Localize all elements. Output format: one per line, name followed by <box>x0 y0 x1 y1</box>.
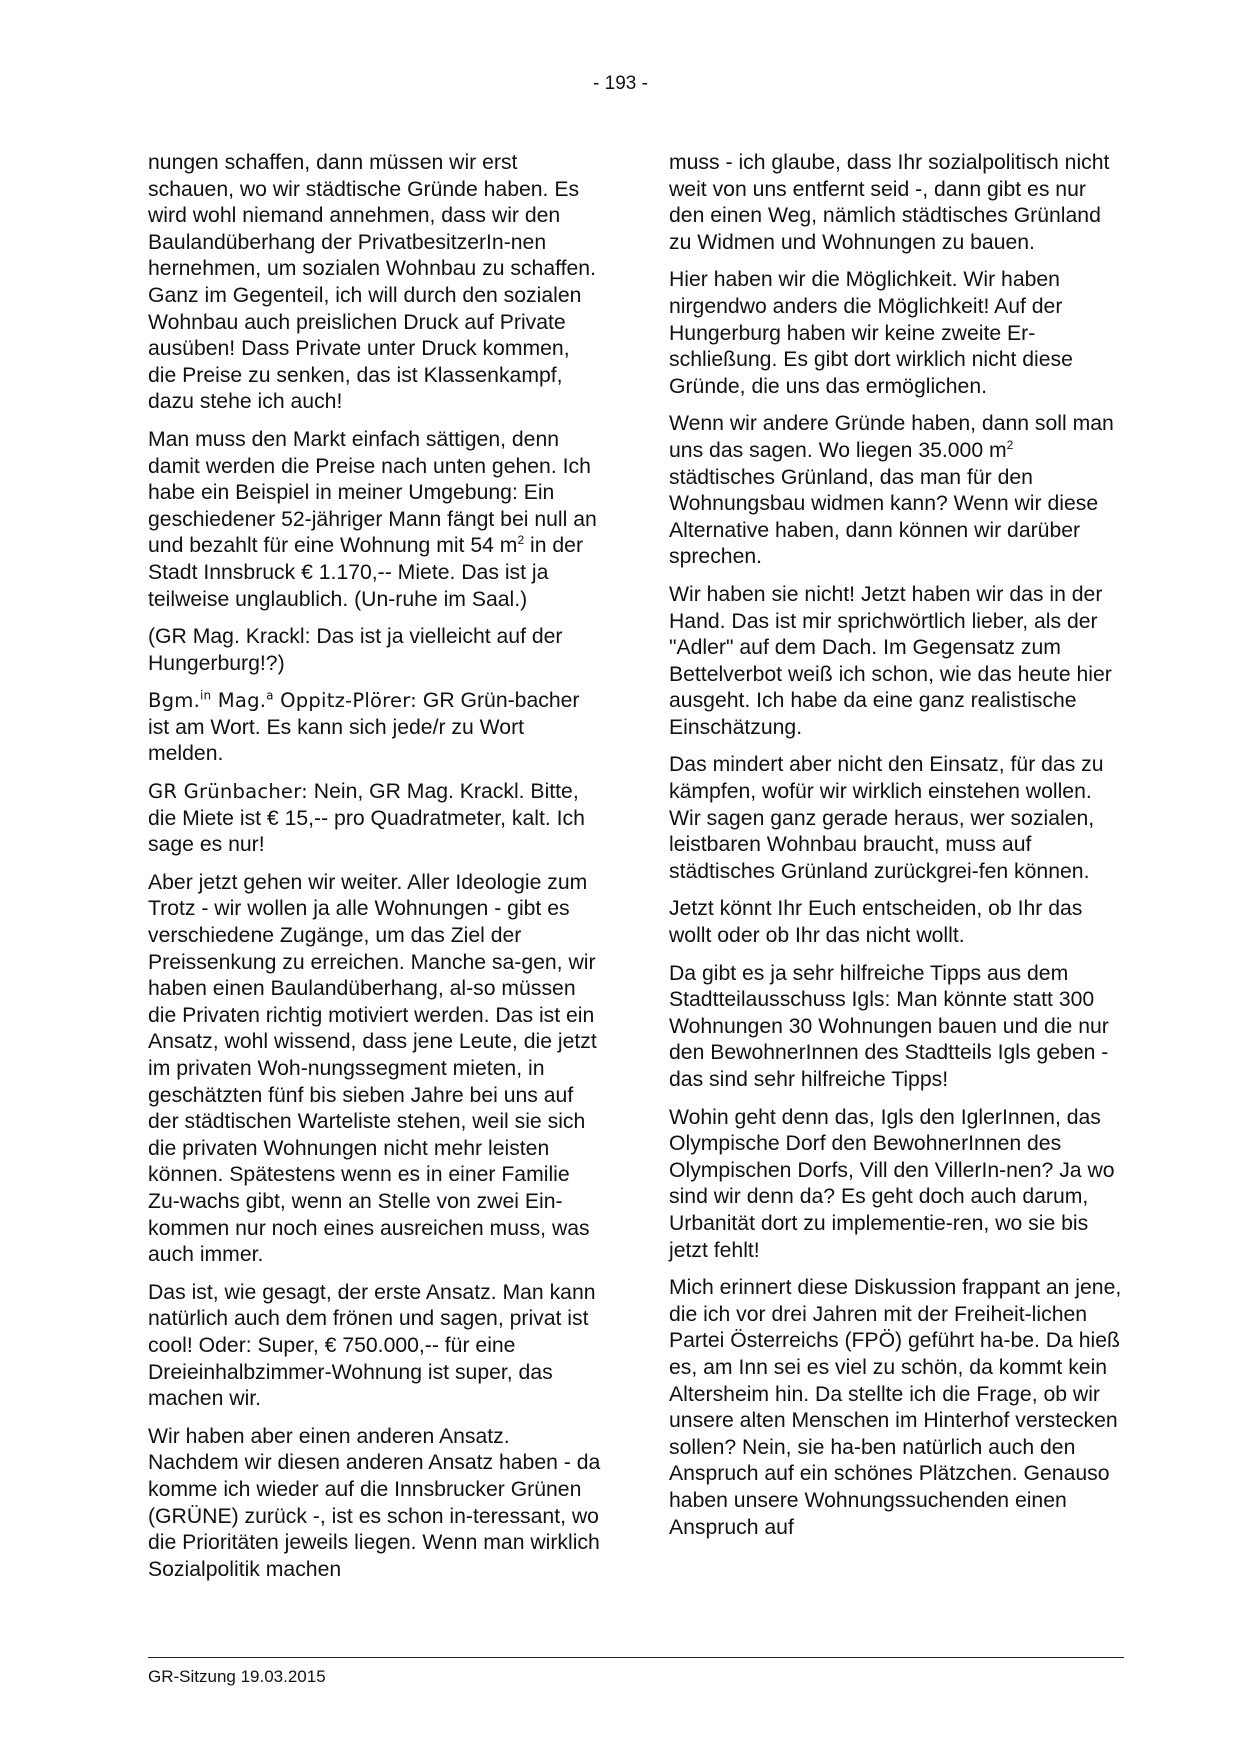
paragraph: Wir haben sie nicht! Jetzt haben wir das in der Hand. Das ist mir sprichwörtlich lieber, als der "Adler" auf dem Dach. Im Gegensatz zum Bettelverbot weiß ich schon, wie das heute hier ausgeht. Ich habe da eine ganz realistische Einschätzung. <box>669 582 1112 739</box>
footer-session-date: GR-Sitzung 19.03.2015 <box>148 1667 326 1686</box>
interjection: (GR Mag. Krackl: Das ist ja vielleicht auf der Hungerburg!?) <box>148 625 563 675</box>
paragraph: nungen schaffen, dann müssen wir erst schauen, wo wir städtische Gründe haben. Es wird wohl niemand annehmen, dass wir den Baulandüberhang der PrivatbesitzerIn-nen hernehmen, um sozialen Wohnbau zu schaffen. Ganz im Gegenteil, ich will durch den sozialen Wohnbau auch preislichen Druck auf Private ausüben! Dass Private unter Druck kommen, die Preise zu senken, das ist Klassenkampf, dazu stehe ich auch! <box>148 151 596 414</box>
paragraph: Das mindert aber nicht den Einsatz, für das zu kämpfen, wofür wir wirklich einstehen wollen. Wir sagen ganz gerade heraus, wer sozialen, leistbaren Wohnbau braucht, muss auf städtisches Grünland zurückgrei-fen können. <box>669 753 1104 883</box>
paragraph: GR Grünbacher: Nein, GR Mag. Krackl. Bitte, die Miete ist € 15,-- pro Quadratmeter, kalt. Ich sage es nur! <box>148 780 585 857</box>
paragraph: Bgm.$^{in}$ Mag.$^a$ Oppitz-Plörer: GR Grün-bacher ist am Wort. Es kann sich jede/r zu Wort melden. <box>148 688 580 766</box>
paragraph: Jetzt könnt Ihr Euch entscheiden, ob Ihr das wollt oder ob Ihr das nicht wollt. <box>669 897 1083 948</box>
paragraph: Wir haben aber einen anderen Ansatz. Nachdem wir diesen anderen Ansatz haben - da komme ich wieder auf die Innsbrucker Grünen (GRÜNE) zurück -, ist es schon in-teressant, wo die Prioritäten jeweils liegen. Wenn man wirklich Sozialpolitik machen <box>148 1424 601 1581</box>
paragraph: Wohin geht denn das, Igls den IglerInnen, das Olympische Dorf den BewohnerInnen des Olympischen Dorfs, Vill den VillerIn-nen? Ja wo sind wir denn da? Es geht doch auch darum, Urbanität dort zu implementie-ren, wo sie bis jetzt fehlt! <box>669 1105 1115 1262</box>
page-number: - 193 - <box>593 73 648 94</box>
paragraph: Wenn wir andere Gründe haben, dann soll man uns das sagen. Wo liegen 35.000 $m^2$ städtisches Grünland, das man für den Wohnungsbau widmen kann? Wenn wir diese Alternative haben, dann können wir darüber sprechen. <box>669 412 1114 569</box>
paragraph: Hier haben wir die Möglichkeit. Wir haben nirgendwo anders die Möglichkeit! Auf der Hungerburg haben wir keine zweite Er-schließung. Es gibt dort wirklich nicht diese Gründe, die uns das ermöglichen. <box>669 268 1073 398</box>
left-column <box>148 150 603 1594</box>
paragraph: muss - ich glaube, dass Ihr sozialpolitisch nicht weit von uns entfernt seid -, dann gibt es nur den einen Weg, nämlich städtisches Grünland zu Widmen und Wohnungen zu bauen. <box>669 151 1110 254</box>
paragraph: Da gibt es ja sehr hilfreiche Tipps aus dem Stadtteilausschuss Igls: Man könnte statt 300 Wohnungen 30 Wohnungen bauen und die nur den BewohnerInnen des Stadtteils Igls geben - das sind sehr hilfreiche Tipps! <box>669 961 1109 1091</box>
speaker-name: GR Grünbacher: <box>148 780 308 804</box>
paragraph: Aber jetzt gehen wir weiter. Aller Ideologie zum Trotz - wir wollen ja alle Wohnungen - gibt es verschiedene Zugänge, um das Ziel der Preissenkung zu erreichen. Manche sa-gen, wir haben einen Baulandüberhang, al-so müssen die Privaten richtig motiviert werden. Das ist ein Ansatz, wohl wissend, dass jene Leute, die jetzt im privaten Woh-nungssegment mieten, in geschätzten fünf bis sieben Jahre bei uns auf der städtischen Warteliste stehen, weil sie sich die privaten Wohnungen nicht mehr leisten können. Spätestens wenn es in einer Familie Zu-wachs gibt, wenn an Stelle von zwei Ein-kommen nur noch eines ausreichen muss, was auch immer. <box>148 870 597 1267</box>
footer-divider <box>148 1657 1124 1658</box>
paragraph: Das ist, wie gesagt, der erste Ansatz. Man kann natürlich auch dem frönen und sagen, privat ist cool! Oder: Super, € 750.000,-- für eine Dreieinhalbzimmer-Wohnung ist super, das machen wir. <box>148 1280 596 1411</box>
paragraph: Mich erinnert diese Diskussion frappant an jene, die ich vor drei Jahren mit der Freiheit-lichen Partei Österreichs (FPÖ) geführt ha-be. Da hieß es, am Inn sei es viel zu schön, da kommt kein Altersheim hin. Da stellte ich die Frage, ob wir unsere alten Menschen im Hinterhof verstecken sollen? Nein, sie ha-ben natürlich auch den Anspruch auf ein schönes Plätzchen. Genauso haben unsere Wohnungssuchenden einen Anspruch auf <box>669 1276 1122 1539</box>
right-column <box>669 150 1124 1552</box>
paragraph: Man muss den Markt einfach sättigen, denn damit werden die Preise nach unten gehen. Ich habe ein Beispiel in meiner Umgebung: Ein geschiedener 52-jähriger Mann fängt bei null an und bezahlt für eine Wohnung mit 54 $m^2$ in der Stadt Innsbruck € 1.170,-- Miete. Das ist ja teilweise unglaublich. (Un-ruhe im Saal.) <box>148 427 597 611</box>
speaker-name: Bgm.$^{in}$ Mag.$^a$ Oppitz-Plörer: <box>148 688 417 713</box>
